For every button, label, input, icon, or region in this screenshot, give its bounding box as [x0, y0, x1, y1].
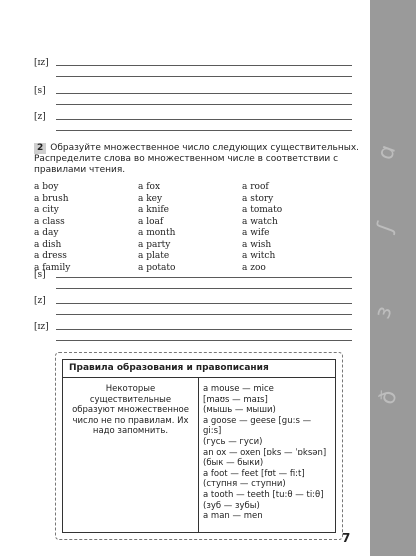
answer-line[interactable] [56, 288, 352, 289]
plural-example: [maʊs — maɪs] [203, 394, 268, 405]
answer-row [34, 58, 352, 86]
plural-example: a goose — geese [gu:s — gi:s] [203, 415, 312, 437]
plural-example: a tooth — teeth [tu:θ — ti:θ] [203, 489, 324, 500]
side-decoration [362, 0, 416, 556]
irregular-plurals-list [199, 378, 335, 532]
word: a fox [138, 182, 161, 192]
word: a knife [138, 205, 170, 215]
task-number: 2 [34, 143, 46, 154]
word: a class [34, 216, 65, 227]
word: a brush [34, 193, 69, 204]
rules-title: Правила образования и правописания [63, 360, 335, 378]
answer-line[interactable] [56, 93, 352, 94]
word: a zoo [242, 262, 266, 273]
answer-line[interactable] [56, 65, 352, 66]
rules-explanation: Некоторые существительные образуют множественное число не по правилам. Их надо запомнить. [63, 378, 199, 532]
word: a dish [34, 239, 62, 250]
answer-line[interactable] [56, 104, 352, 105]
plural-example: (ступня — ступни) [203, 479, 286, 490]
rules-table [62, 359, 336, 533]
sound-label: [ɪz] [34, 322, 49, 332]
side-white-strip [362, 0, 370, 556]
word: a roof [242, 182, 269, 192]
plural-example: (гусь — гуси) [203, 436, 263, 447]
decorative-letter: ɑ [372, 141, 402, 164]
word: a day [34, 228, 59, 238]
word: a wife [242, 228, 270, 238]
sound-label: [s] [34, 270, 46, 280]
task-text: Образуйте множественное число следующих существительных. Распределите слова во множественном числе в соответствии с правилами чтения. [34, 143, 360, 175]
sound-label: [ɪz] [34, 58, 49, 68]
top-answer-block [34, 58, 352, 138]
decorative-letter: ð [374, 386, 403, 409]
rules-box [55, 352, 343, 540]
plural-example: a foot — feet [fʊt — fi:t] [203, 468, 305, 479]
word: a dress [34, 251, 67, 261]
answer-line[interactable] [56, 329, 352, 330]
word: a potato [138, 262, 176, 273]
word: a loaf [138, 216, 164, 227]
word: a month [138, 228, 176, 238]
answer-row [34, 322, 352, 348]
sound-label: [s] [34, 86, 46, 96]
sound-label: [z] [34, 112, 46, 122]
answer-row [34, 112, 352, 138]
plural-example: a mouse — mice [203, 384, 274, 394]
plural-example: an ox — oxen [ɒks — ˈɒksən] [203, 447, 327, 458]
answer-line[interactable] [56, 277, 352, 278]
word: a story [242, 193, 274, 204]
answer-line[interactable] [56, 303, 352, 304]
word: a city [34, 205, 59, 215]
plural-example: (бык — быки) [203, 458, 264, 469]
plural-example: a man — men [203, 511, 263, 522]
word: a family [34, 262, 71, 273]
word-list [34, 182, 344, 274]
answer-line[interactable] [56, 130, 352, 131]
word: a witch [242, 251, 276, 261]
answer-line[interactable] [56, 314, 352, 315]
word: a plate [138, 251, 170, 261]
bottom-answer-block [34, 270, 352, 348]
word: a tomato [242, 205, 283, 215]
answer-line[interactable] [56, 340, 352, 341]
sound-label: [z] [34, 296, 46, 306]
page-number: 7 [342, 531, 351, 545]
word: a watch [242, 216, 278, 227]
task-instruction [34, 143, 364, 176]
answer-line[interactable] [56, 76, 352, 77]
plural-example: (мышь — мыши) [203, 405, 276, 416]
answer-row [34, 270, 352, 296]
word: a key [138, 193, 163, 204]
word: a party [138, 239, 171, 250]
rules-body [63, 378, 335, 532]
answer-line[interactable] [56, 119, 352, 120]
plural-example: (зуб — зубы) [203, 500, 260, 511]
word: a wish [242, 239, 272, 250]
answer-row [34, 86, 352, 112]
word: a boy [34, 182, 59, 192]
answer-row [34, 296, 352, 322]
decorative-letter: ɜ [370, 302, 398, 323]
decorative-letter: ʃ [372, 219, 399, 236]
